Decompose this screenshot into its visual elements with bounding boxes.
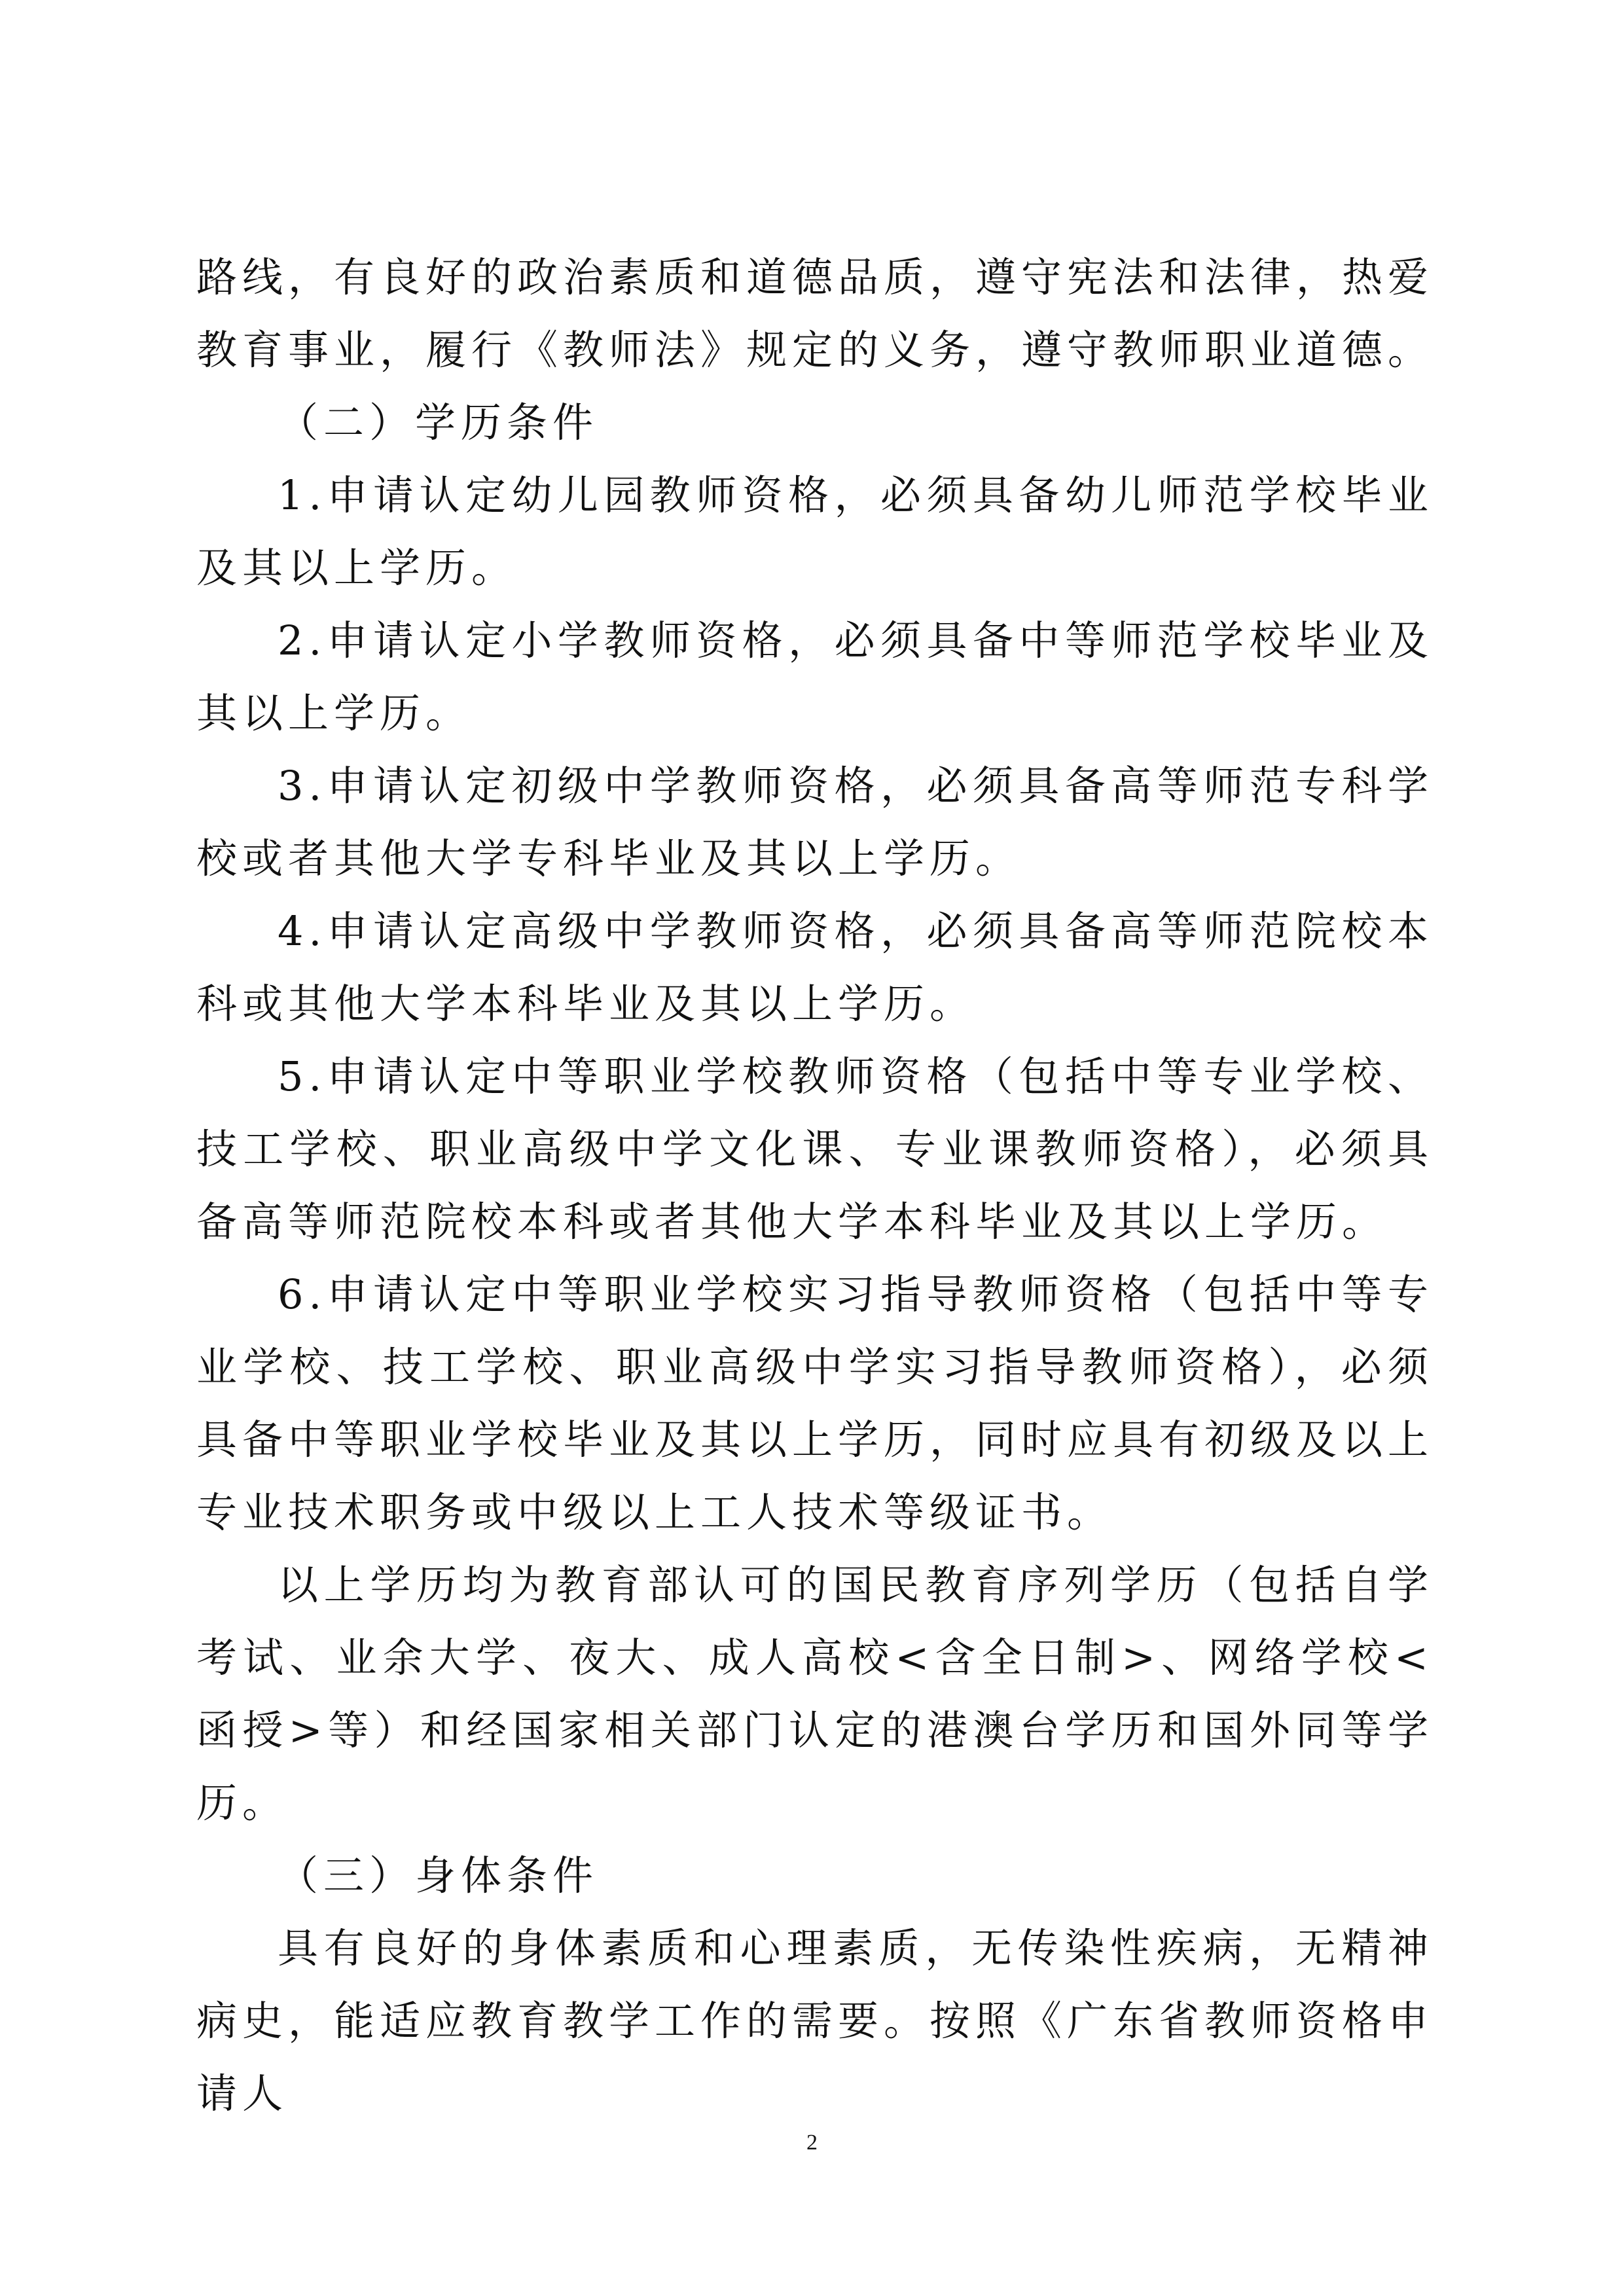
paragraph-item-4: 4.申请认定高级中学教师资格，必须具备高等师范院校本科或其他大学本科毕业及其以上学历。 <box>196 907 1434 1028</box>
section-heading-physical: （三）身体条件 <box>278 1852 599 1899</box>
page-number: 2 <box>806 2130 818 2155</box>
paragraph-item-2: 2.申请认定小学教师资格，必须具备中等师范学校毕业及其以上学历。 <box>196 617 1434 737</box>
paragraph-education-note: 以上学历均为教育部认可的国民教育序列学历（包括自学考试、业余大学、夜大、成人高校<含全日制>、网络学校<函授>等）和经国家相关部门认定的港澳台学历和国外同等学历。 <box>196 1561 1434 1827</box>
paragraph-item-5: 5.申请认定中等职业学校教师资格（包括中等专业学校、技工学校、职业高级中学文化课、专业课教师资格），必须具备高等师范院校本科或者其他大学本科毕业及其以上学历。 <box>196 1052 1434 1246</box>
paragraph-item-3: 3.申请认定初级中学教师资格，必须具备高等师范专科学校或者其他大学专科毕业及其以上学历。 <box>196 762 1434 882</box>
section-heading-education: （二）学历条件 <box>278 399 599 446</box>
document-body <box>196 241 1434 2130</box>
paragraph-item-6: 6.申请认定中等职业学校实习指导教师资格（包括中等专业学校、技工学校、职业高级中学实习指导教师资格），必须具备中等职业学校毕业及其以上学历，同时应具有初级及以上专业技术职务或中级以上工人技术等级证书。 <box>196 1270 1434 1536</box>
paragraph-item-1: 1.申请认定幼儿园教师资格，必须具备幼儿师范学校毕业及其以上学历。 <box>196 471 1434 592</box>
paragraph-continuation: 路线，有良好的政治素质和道德品质，遵守宪法和法律，热爱教育事业，履行《教师法》规定的义务，遵守教师职业道德。 <box>196 253 1434 374</box>
paragraph-physical: 具有良好的身体素质和心理素质，无传染性疾病，无精神病史，能适应教育教学工作的需要。按照《广东省教师资格申请人 <box>196 1924 1434 2117</box>
